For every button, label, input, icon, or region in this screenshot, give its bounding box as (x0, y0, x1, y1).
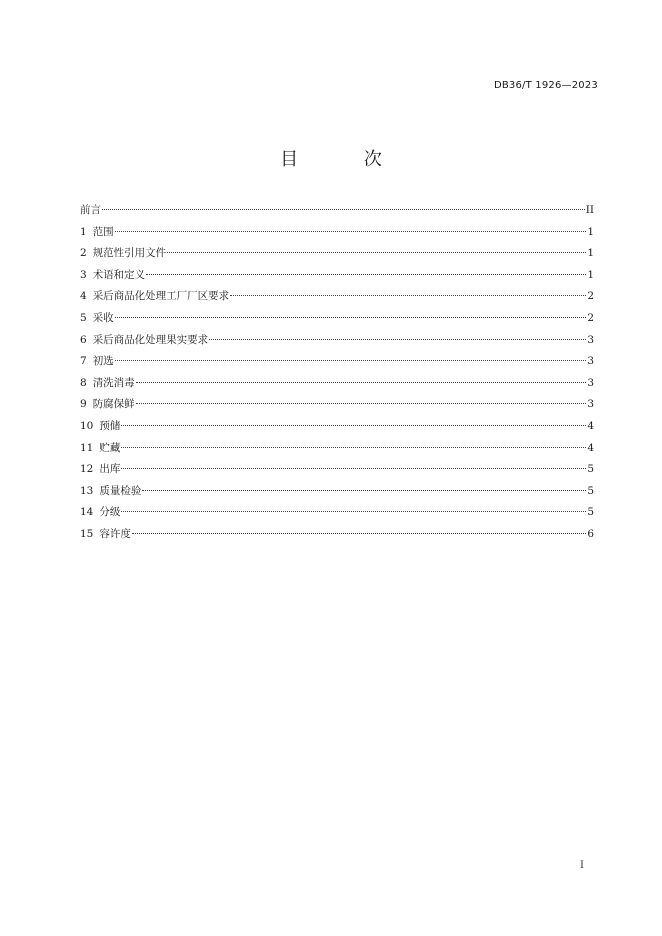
toc-entry-label: 防腐保鲜 (92, 398, 135, 411)
toc-entry-number: 1 (80, 225, 87, 238)
toc-leader-dots (136, 382, 587, 383)
toc-leader-dots (121, 425, 586, 426)
toc-entry-foreword[interactable] (80, 200, 594, 222)
toc-leader-dots (167, 252, 586, 253)
toc-entry-2[interactable] (80, 243, 594, 265)
toc-entry-page: 3 (587, 398, 594, 411)
toc-entry-3[interactable] (80, 265, 594, 287)
toc-leader-dots (121, 447, 586, 448)
toc-entry-12[interactable] (80, 459, 594, 481)
toc-entry-number: 5 (80, 311, 87, 324)
toc-entry-label: 采收 (92, 311, 114, 324)
toc-leader-dots (142, 490, 586, 491)
toc-entry-label: 采后商品化处理工厂厂区要求 (92, 290, 230, 303)
toc-entry-label: 采后商品化处理果实要求 (92, 333, 209, 346)
toc-entry-13[interactable] (80, 481, 594, 503)
toc-entry-page: II (585, 204, 594, 216)
toc-entry-page: 1 (587, 247, 594, 260)
toc-entry-number: 14 (80, 506, 94, 519)
toc-entry-page: 2 (587, 290, 594, 303)
toc-entry-label: 术语和定义 (92, 268, 146, 281)
toc-entry-label: 出库 (99, 463, 121, 476)
document-code: DB36/T 1926—2023 (493, 80, 598, 91)
toc-leader-dots (115, 317, 587, 318)
toc-entry-11[interactable] (80, 438, 594, 460)
toc-entry-number: 15 (80, 527, 94, 540)
toc-leader-dots (136, 403, 587, 404)
toc-entry-label: 初选 (92, 355, 114, 368)
toc-entry-page: 3 (587, 333, 594, 346)
toc-entry-page: 2 (587, 311, 594, 324)
toc-leader-dots (230, 295, 586, 296)
toc-entry-page: 5 (587, 484, 594, 497)
toc-leader-dots (209, 339, 586, 340)
toc-entry-label: 预储 (99, 419, 121, 432)
toc-entry-page: 3 (587, 376, 594, 389)
toc-title: 目 次 (280, 149, 412, 170)
toc-entry-number: 10 (80, 419, 94, 432)
toc-entry-6[interactable] (80, 330, 594, 352)
toc-entry-number: 3 (80, 268, 87, 281)
toc-leader-dots (102, 209, 585, 210)
toc-entry-number: 8 (80, 376, 87, 389)
toc-entry-page: 5 (587, 463, 594, 476)
toc-entry-page: 1 (587, 268, 594, 281)
toc-entry-5[interactable] (80, 308, 594, 330)
toc-entry-page: 3 (587, 355, 594, 368)
toc-entry-10[interactable] (80, 416, 594, 438)
toc-entry-label: 清洗消毒 (92, 376, 135, 389)
toc-leader-dots (115, 360, 587, 361)
toc-entry-number: 13 (80, 484, 94, 497)
toc-entry-label: 规范性引用文件 (92, 247, 167, 260)
toc-entry-number: 4 (80, 290, 87, 303)
toc-leader-dots (132, 533, 586, 534)
toc-entry-7[interactable] (80, 351, 594, 373)
page-number: I (580, 860, 584, 871)
toc-entry-15[interactable] (80, 524, 594, 546)
toc-entry-page: 5 (587, 506, 594, 519)
toc-entry-9[interactable] (80, 394, 594, 416)
toc-entry-number: 12 (80, 463, 94, 476)
toc-entry-page: 4 (587, 419, 594, 432)
toc-entry-number: 6 (80, 333, 87, 346)
toc-leader-dots (121, 468, 586, 469)
toc-entry-1[interactable] (80, 222, 594, 244)
toc-entry-8[interactable] (80, 373, 594, 395)
toc-entry-page: 1 (587, 225, 594, 238)
toc-leader-dots (146, 274, 586, 275)
toc-entry-4[interactable] (80, 286, 594, 308)
toc-entry-page: 4 (587, 441, 594, 454)
toc-entry-label: 贮藏 (99, 441, 121, 454)
toc-entry-page: 6 (587, 527, 594, 540)
toc-entry-number: 9 (80, 398, 87, 411)
toc-entry-label: 前言 (80, 204, 101, 216)
toc-entry-label: 分级 (99, 506, 121, 519)
toc-entry-label: 范围 (92, 225, 114, 238)
toc-list (80, 200, 594, 546)
toc-entry-label: 容许度 (99, 527, 131, 540)
toc-leader-dots (115, 231, 587, 232)
toc-entry-number: 2 (80, 247, 87, 260)
toc-entry-number: 7 (80, 355, 87, 368)
toc-entry-number: 11 (80, 441, 94, 454)
toc-entry-14[interactable] (80, 502, 594, 524)
toc-leader-dots (121, 511, 586, 512)
toc-entry-label: 质量检验 (99, 484, 142, 497)
